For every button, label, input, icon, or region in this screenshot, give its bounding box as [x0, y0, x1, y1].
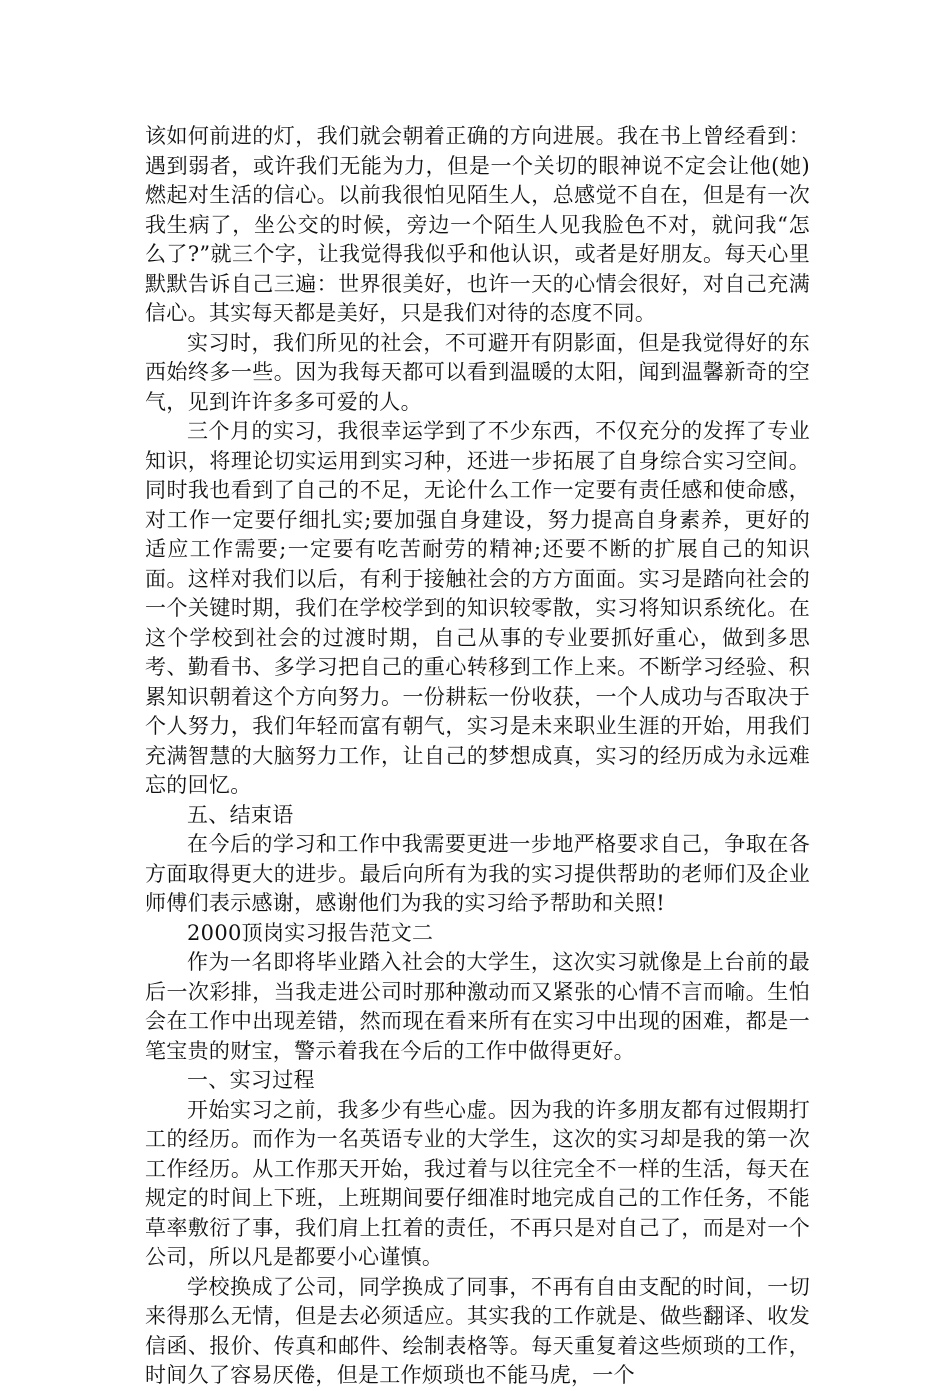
- heading-internship-process: 一、实习过程: [187, 1068, 315, 1092]
- paragraph-school-to-company: 学校换成了公司，同学换成了同事，不再有自由支配的时间，一切来得那么无情，但是去必须适应。其实我的工作就是、做些翻译、收发信函、报价、传真和邮件、绘制表格等。每天重复着这些烦琐的工作，时间久了容易厌倦，但是工作烦琐也不能马虎，一个: [145, 1274, 810, 1387]
- heading-conclusion: 五、结束语: [187, 802, 294, 827]
- paragraph-before-internship: 开始实习之前，我多少有些心虚。因为我的许多朋友都有过假期打工的经历。而作为一名英语专业的大学生，这次的实习却是我的第一次工作经历。从工作那天开始，我过着与以往完全不一样的生活，每天在规定的时间上下班，上班期间要仔细准时地完成自己的工作任务，不能草率敷衍了事，我们肩上扛着的责任，不再只是对自己了，而是对一个公司，所以凡是都要小心谨慎。: [145, 1097, 810, 1269]
- heading-sample-two: 2000顶岗实习报告范文二: [187, 920, 434, 945]
- paragraph-intro-two: 作为一名即将毕业踏入社会的大学生，这次实习就像是上台前的最后一次彩排，当我走进公司时那种激动而又紧张的心情不言而喻。生怕会在工作中出现差错，然而现在看来所有在实习中出现的困难，都是一笔宝贵的财宝，警示着我在今后的工作中做得更好。: [145, 950, 810, 1063]
- paragraph-three-months: 三个月的实习，我很幸运学到了不少东西，不仅充分的发挥了专业知识，将理论切实运用到实习种，还进一步拓展了自身综合实习空间。同时我也看到了自己的不足，无论什么工作一定要有责任感和使命感，对工作一定要仔细扎实;要加强自身建设，努力提高自身素养，更好的适应工作需要;一定要有吃苦耐劳的精神;还要不断的扩展自己的知识面。这样对我们以后，有利于接触社会的方方面面。实习是踏向社会的一个关键时期，我们在学校学到的知识较零散，实习将知识系统化。在这个学校到社会的过渡时期，自己从事的专业要抓好重心，做到多思考、勤看书、多学习把自己的重心转移到工作上来。不断学习经验、积累知识朝着这个方向努力。一份耕耘一份收获，一个人成功与否取决于个人努力，我们年轻而富有朝气，实习是未来职业生涯的开始，用我们充满智慧的大脑努力工作，让自己的梦想成真，实习的经历成为永远难忘的回忆。: [145, 419, 810, 797]
- paragraph-continuation: 该如何前进的灯，我们就会朝着正确的方向进展。我在书上曾经看到：遇到弱者，或许我们无能为力，但是一个关切的眼神说不定会让他(她)燃起对生活的信心。以前我很怕见陌生人，总感觉不自在，但是有一次我生病了，坐公交的时候，旁边一个陌生人见我脸色不对，就问我“怎么了?”就三个字，让我觉得我似乎和他认识，或者是好朋友。每天心里默默告诉自己三遍：世界很美好，也许一天的心情会很好，对自己充满信心。其实每天都是美好，只是我们对待的态度不同。: [145, 124, 810, 325]
- paragraph-conclusion: 在今后的学习和工作中我需要更进一步地严格要求自己，争取在各方面取得更大的进步。最后向所有为我的实习提供帮助的老师们及企业师傅们表示感谢，感谢他们为我的实习给予帮助和关照!: [145, 832, 810, 915]
- document-body: [145, 122, 810, 1391]
- paragraph-shadow-side: 实习时，我们所见的社会，不可避开有阴影面，但是我觉得好的东西始终多一些。因为我每天都可以看到温暖的太阳，闻到温馨新奇的空气，见到许许多多可爱的人。: [145, 330, 810, 414]
